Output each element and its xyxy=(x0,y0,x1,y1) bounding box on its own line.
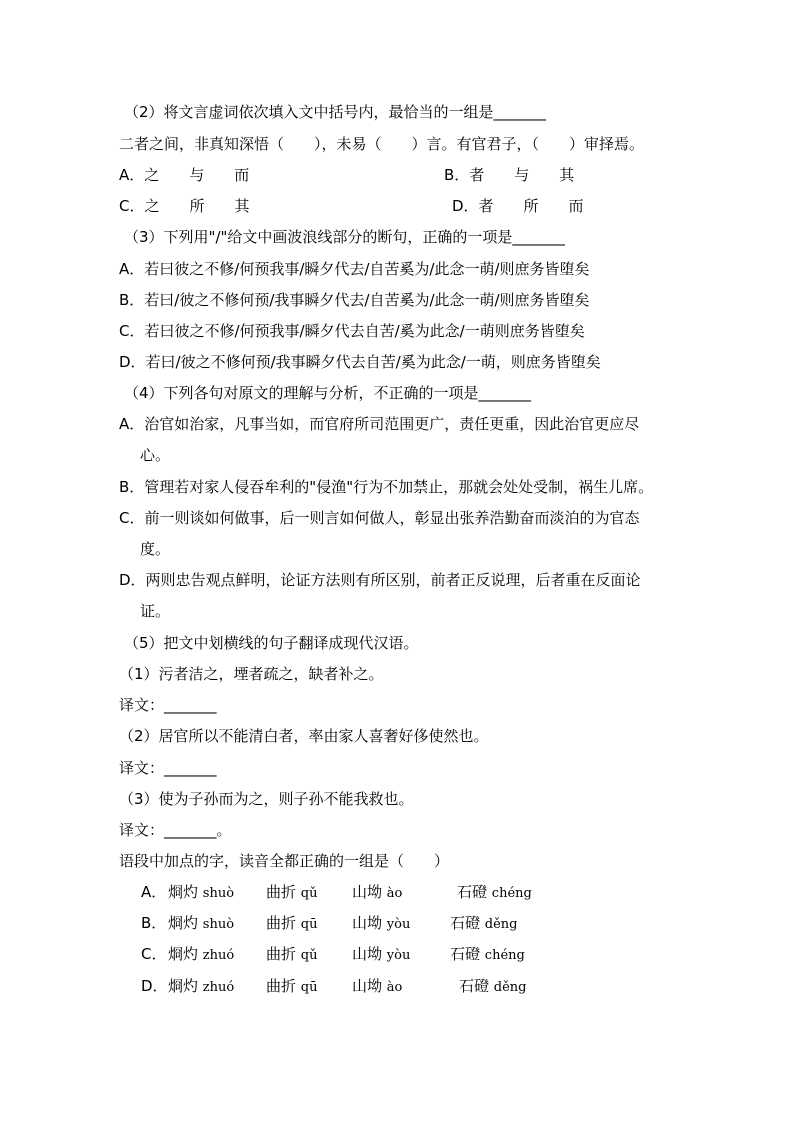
q6-word-2: 曲折 qǔ xyxy=(266,883,318,901)
q5-sentence-1: （1）污者洁之，堙者疏之，缺者补之。 xyxy=(119,665,384,683)
q4-option-d: D．两则忠告观点鲜明，论证方法则有所区别，前者正反说理，后者重在反面论 xyxy=(119,571,641,589)
q2-sentence: 二者之间，非真知深悟（ ），未易（ ）言。有官君子，（ ）审择焉。 xyxy=(119,135,645,153)
q6-option-label: B． xyxy=(141,914,167,932)
q6-option-label: C． xyxy=(141,945,167,963)
q5-stem: （5）把文中划横线的句子翻译成现代汉语。 xyxy=(124,634,419,652)
q5-translation-1: 译文：_______ xyxy=(119,696,217,714)
q4-stem: （4）下列各句对原文的理解与分析，不正确的一项是_______ xyxy=(124,384,532,402)
q6-word-2: 曲折 qū xyxy=(266,977,318,995)
q4-option-d-cont: 证。 xyxy=(140,602,171,620)
q6-word-2: 曲折 qǔ xyxy=(266,945,318,963)
q6-word-4: 石磴 chéng xyxy=(457,883,532,901)
q6-stem: 语段中加点的字，读音全都正确的一组是（ ） xyxy=(119,852,450,870)
q6-word-1: 烱灼 zhuó xyxy=(168,945,235,963)
q4-option-a: A．治官如治家，凡事当如，而官府所司范围更广，责任更重，因此治官更应尽 xyxy=(119,415,640,433)
q6-option-label: D． xyxy=(141,977,168,995)
q6-word-4: 石磴 děng xyxy=(459,977,527,995)
q4-option-b: B．管理若对家人侵吞牟利的"侵渔"行为不加禁止，那就会处处受制，祸生儿席。 xyxy=(119,478,654,496)
q3-option-c: C．若曰彼之不修/何预我事/瞬夕代去自苦/奚为此念/一萌则庶务皆堕矣 xyxy=(119,322,585,340)
q6-option-label: A． xyxy=(141,883,167,901)
q5-sentence-2: （2）居官所以不能清白者，率由家人喜奢好侈使然也。 xyxy=(119,727,489,745)
q5-translation-3: 译文：_______。 xyxy=(119,821,232,839)
q6-word-3: 山坳 yòu xyxy=(352,945,411,963)
q2-option-c: C．之 所 其 xyxy=(119,197,250,215)
q6-word-3: 山坳 ào xyxy=(352,883,403,901)
q2-option-a: A．之 与 而 xyxy=(119,166,250,184)
q5-translation-2: 译文：_______ xyxy=(119,759,217,777)
q3-option-b: B．若曰/彼之不修何预/我事瞬夕代去/自苦奚为/此念一萌/则庶务皆堕矣 xyxy=(119,291,590,309)
q6-word-2: 曲折 qū xyxy=(266,914,318,932)
q5-sentence-3: （3）使为子孙而为之，则子孙不能我救也。 xyxy=(119,790,414,808)
q6-word-3: 山坳 yòu xyxy=(352,914,411,932)
q6-word-3: 山坳 ào xyxy=(352,977,403,995)
q2-option-d: D．者 所 而 xyxy=(452,197,584,215)
q6-word-4: 石磴 děng xyxy=(450,914,518,932)
q6-word-1: 烱灼 zhuó xyxy=(168,977,235,995)
q2-stem: （2）将文言虚词依次填入文中括号内，最恰当的一组是_______ xyxy=(124,103,547,121)
q3-option-d: D．若曰/彼之不修何预/我事瞬夕代去自苦/奚为此念/一萌，则庶务皆堕矣 xyxy=(119,353,601,371)
q3-option-a: A．若曰彼之不修/何预我事/瞬夕代去/自苦奚为/此念一萌/则庶务皆堕矣 xyxy=(119,260,590,278)
q4-option-c-cont: 度。 xyxy=(140,540,171,558)
q3-stem: （3）下列用"/"给文中画波浪线部分的断句，正确的一项是_______ xyxy=(124,228,565,246)
q4-option-c: C．前一则谈如何做事，后一则言如何做人，彰显出张养浩勤奋而淡泊的为官态 xyxy=(119,509,640,527)
q2-option-b: B．者 与 其 xyxy=(444,166,575,184)
q6-word-4: 石磴 chéng xyxy=(450,945,525,963)
q4-option-a-cont: 心。 xyxy=(140,446,171,464)
q6-word-1: 烱灼 shuò xyxy=(168,883,235,901)
q6-word-1: 烱灼 shuò xyxy=(168,914,235,932)
